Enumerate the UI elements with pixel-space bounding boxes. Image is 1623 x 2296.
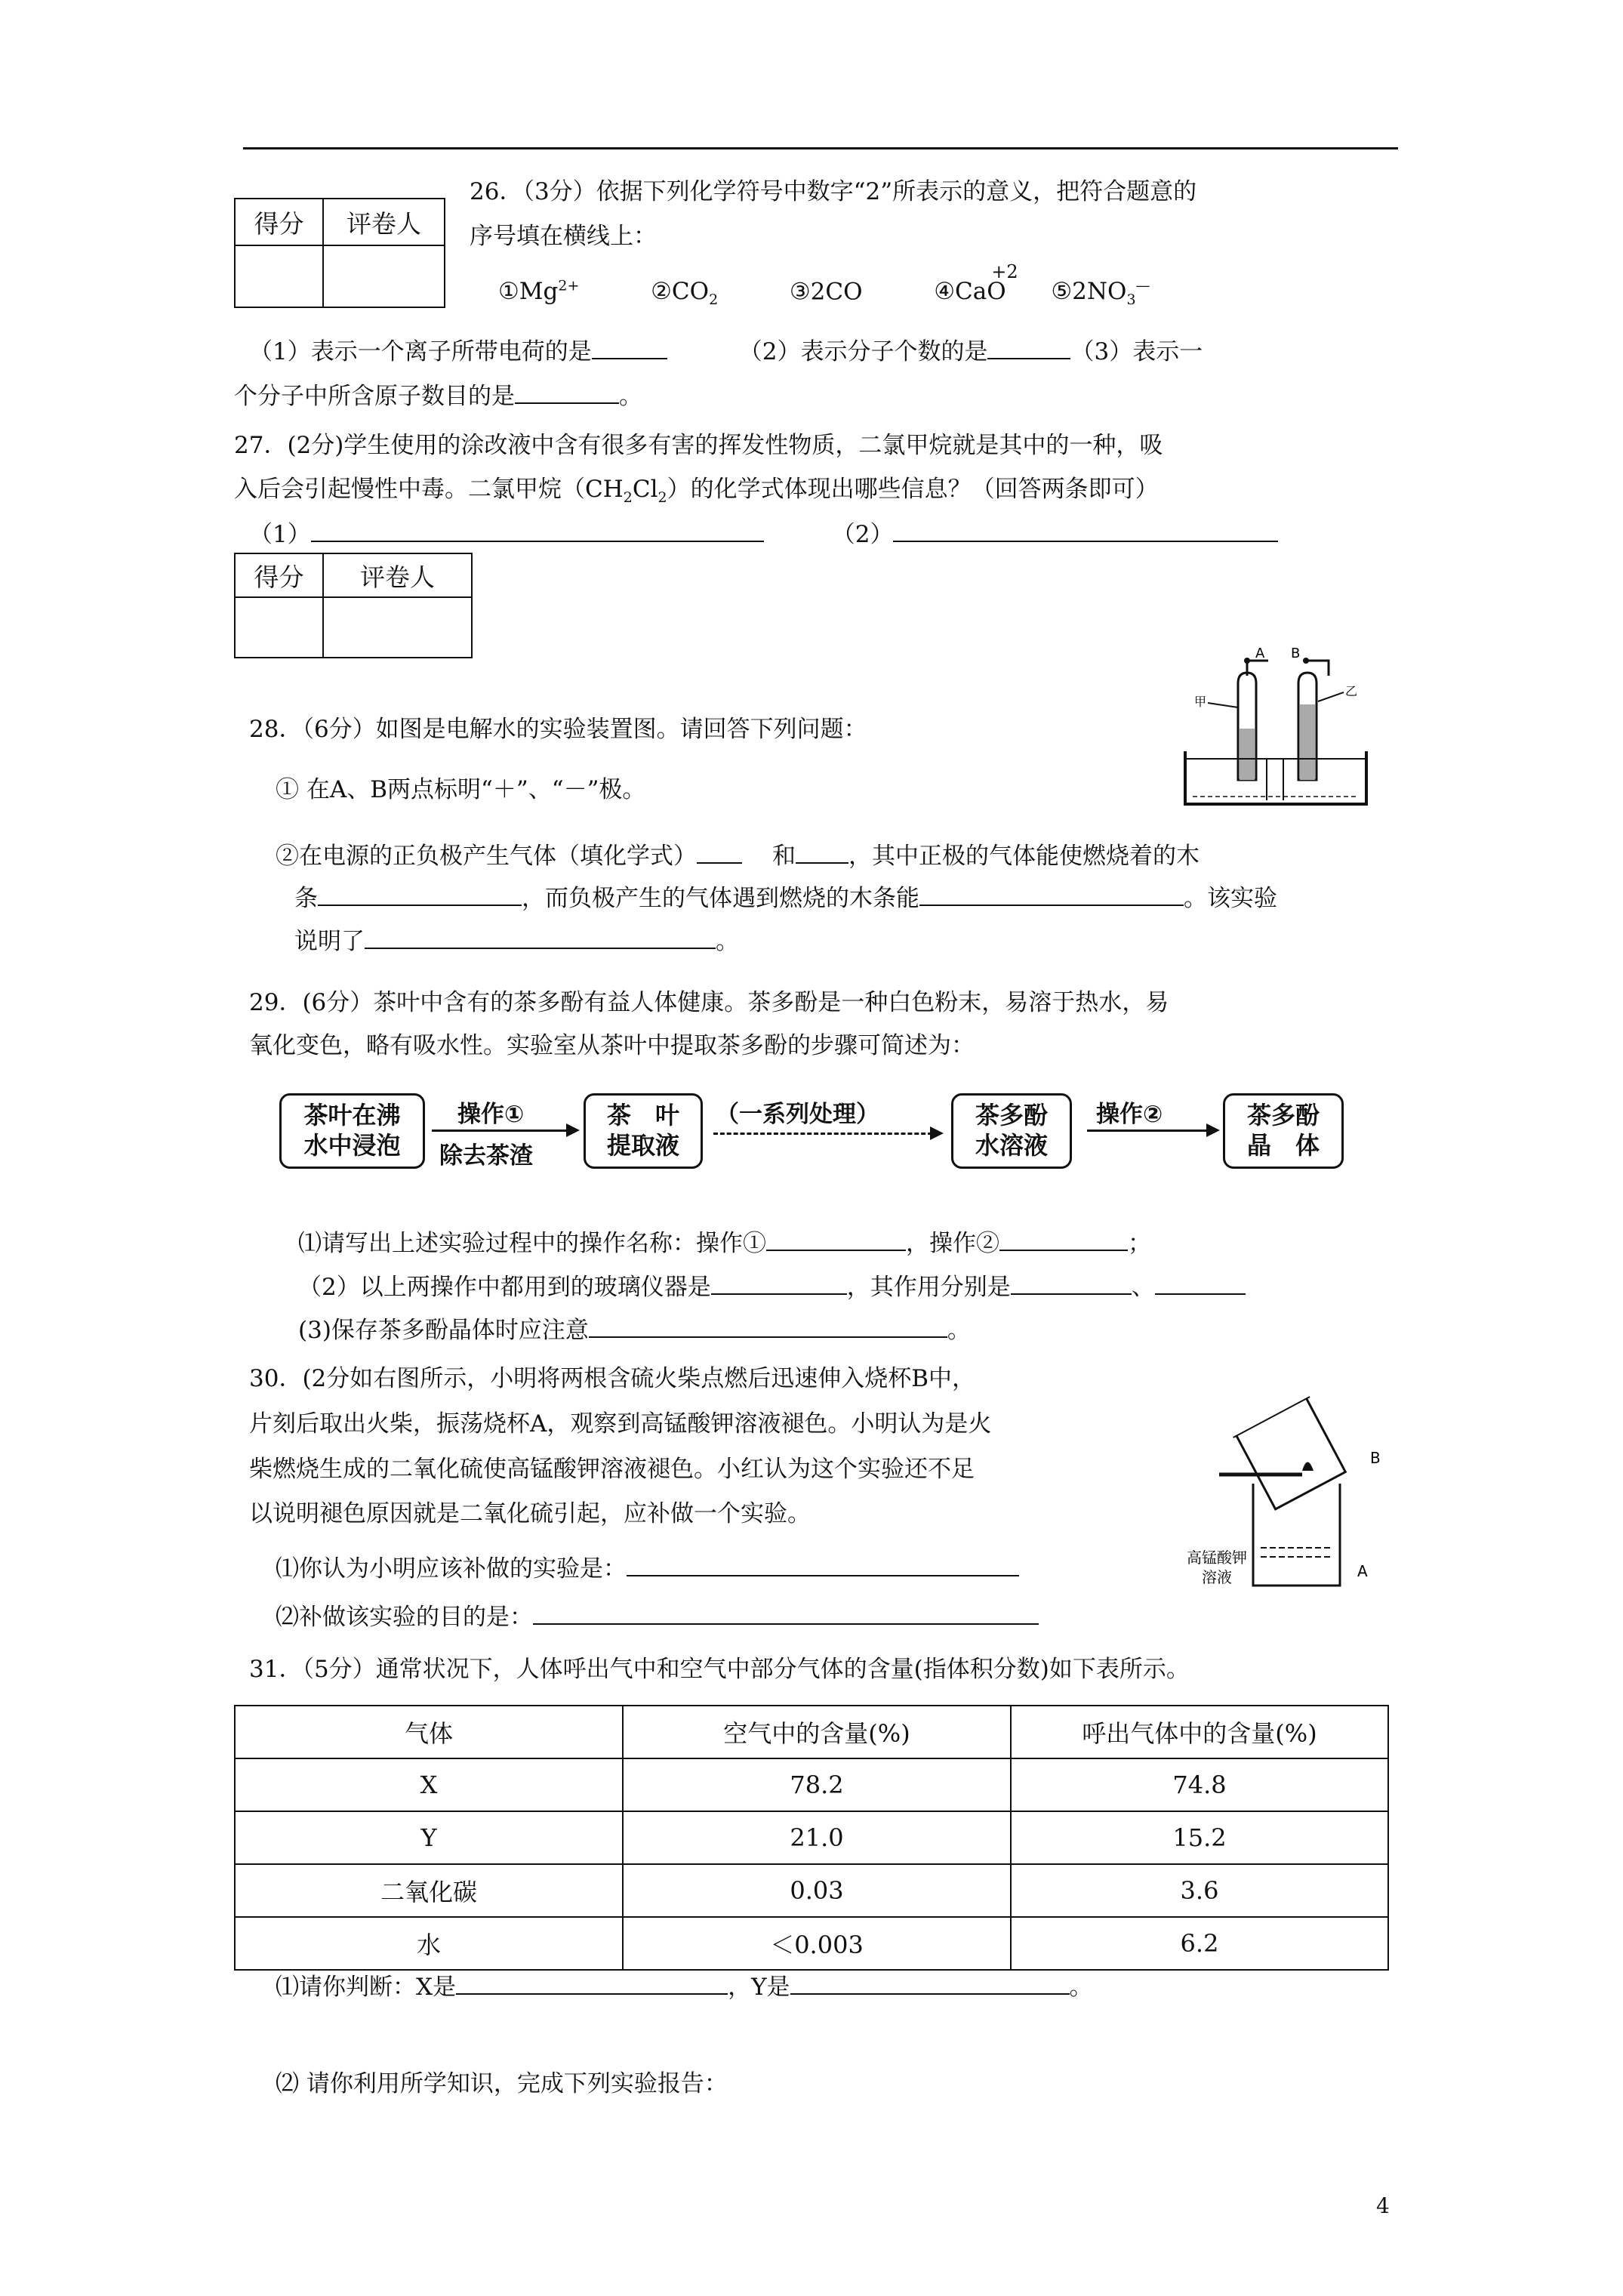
flow-arrow-1 bbox=[432, 1130, 568, 1132]
grader-cell[interactable] bbox=[323, 245, 445, 307]
q26-blank3[interactable] bbox=[515, 380, 619, 404]
score-cell[interactable] bbox=[235, 597, 323, 658]
q27-line1: 27．(2分)学生使用的涂改液中含有很多有害的挥发性物质，二氯甲烷就是其中的一种，吸 bbox=[234, 432, 1163, 459]
score-cell[interactable] bbox=[235, 245, 323, 307]
fig-label-a: A bbox=[1357, 1562, 1368, 1580]
table-cell: 78.2 bbox=[623, 1758, 1011, 1811]
symbol-2: $②CO_2$ bbox=[651, 278, 719, 309]
symbol-4: ④CaO +2 bbox=[934, 261, 1018, 306]
table-cell: Y bbox=[235, 1811, 623, 1864]
q29-blank-glass[interactable] bbox=[711, 1271, 847, 1295]
flow-op2-label: 操作② bbox=[1096, 1101, 1163, 1128]
q29-blank-op2[interactable] bbox=[999, 1227, 1128, 1251]
electrolysis-apparatus-figure bbox=[1178, 646, 1374, 819]
q30-line2: 片刻后取出火柴，振荡烧杯A，观察到高锰酸钾溶液褪色。小明认为是火 bbox=[249, 1410, 992, 1438]
symbol-1: $①Mg^{2+}$ bbox=[498, 278, 580, 306]
q31-answer1: ⑴请你判断：X是 ，Y是 。 bbox=[276, 1971, 1093, 2002]
table-cell: X bbox=[235, 1758, 623, 1811]
symbol-3: ③2CO bbox=[789, 278, 863, 306]
fig-label-a: A bbox=[1255, 646, 1265, 661]
arrowhead-icon bbox=[1206, 1123, 1220, 1137]
q27-answers: （1） （2） bbox=[249, 518, 1278, 549]
q26-symbols bbox=[498, 261, 1150, 309]
page-number: 4 bbox=[1376, 2193, 1390, 2218]
table-header: 呼出气体中的含量(%) bbox=[1011, 1706, 1388, 1758]
table-cell: 水 bbox=[235, 1917, 623, 1970]
q26-answer-line2: 个分子中所含原子数目的是 。 bbox=[234, 380, 642, 411]
table-cell: 3.6 bbox=[1011, 1864, 1388, 1917]
score-label: 得分 bbox=[235, 199, 323, 245]
fig-label-kmno4: 高锰酸钾 bbox=[1187, 1549, 1247, 1567]
table-cell: 15.2 bbox=[1011, 1811, 1388, 1864]
flow-op1-label: 操作① bbox=[457, 1101, 525, 1128]
q29-answer3: (3)保存茶多酚晶体时应注意 。 bbox=[298, 1314, 971, 1345]
flow-box-solution: 茶多酚 水溶液 bbox=[951, 1093, 1072, 1169]
table-header-row bbox=[235, 1706, 1388, 1758]
q30-line6: ⑵补做该实验的目的是： bbox=[276, 1601, 1039, 1632]
q28-blank4[interactable] bbox=[919, 882, 1184, 906]
q30-line4: 以说明褪色原因就是二氧化硫引起，应补做一个实验。 bbox=[249, 1500, 811, 1527]
arrowhead-icon bbox=[930, 1126, 944, 1140]
symbol-5: $⑤2NO_3^—$ bbox=[1051, 278, 1150, 309]
score-label: 得分 bbox=[235, 553, 323, 597]
q28-line1: 28．（6分）如图是电解水的实验装置图。请回答下列问题： bbox=[249, 716, 867, 743]
table-header: 气体 bbox=[235, 1706, 623, 1758]
fig-label-b: B bbox=[1370, 1449, 1381, 1467]
q27-line2: 入后会引起慢性中毒。二氯甲烷$(CH_2Cl_2)$的化学式体现出哪些信息？（回答两条即可） bbox=[234, 476, 1159, 507]
fig-label-yi: 乙 bbox=[1345, 684, 1358, 698]
gas-content-table bbox=[234, 1705, 1389, 1971]
q31-blank-y[interactable] bbox=[790, 1971, 1070, 1995]
table-row bbox=[235, 1917, 1388, 1970]
table-row bbox=[235, 1864, 1388, 1917]
q27-blank1[interactable] bbox=[311, 518, 764, 542]
q26-answer-line1: （1）表示一个离子所带电荷的是 （2）表示分子个数的是 （3）表示一 bbox=[249, 335, 1203, 366]
table-cell: 74.8 bbox=[1011, 1758, 1388, 1811]
q30-blank1[interactable] bbox=[627, 1552, 1019, 1576]
score-table-2 bbox=[234, 553, 473, 658]
q29-answer1: ⑴请写出上述实验过程中的操作名称：操作① ，操作② ； bbox=[298, 1227, 1151, 1258]
q30-blank2[interactable] bbox=[533, 1601, 1039, 1625]
q31-blank-x[interactable] bbox=[456, 1971, 728, 1995]
q29-line2: 氧化变色，略有吸水性。实验室从茶叶中提取茶多酚的步骤可简述为： bbox=[249, 1032, 975, 1059]
q28-blank3[interactable] bbox=[318, 882, 522, 906]
q28-blank2[interactable] bbox=[796, 840, 848, 864]
q29-blank-op1[interactable] bbox=[766, 1227, 906, 1251]
fig-label-jia: 甲 bbox=[1194, 695, 1207, 709]
q30-line3: 柴燃烧生成的二氧化硫使高锰酸钾溶液褪色。小红认为这个实验还不足 bbox=[249, 1456, 975, 1483]
table-cell: 21.0 bbox=[623, 1811, 1011, 1864]
grader-cell[interactable] bbox=[323, 597, 472, 658]
q28-blank1[interactable] bbox=[697, 840, 742, 864]
arrowhead-icon bbox=[566, 1123, 580, 1137]
q31-answer2: ⑵ 请你利用所学知识，完成下列实验报告： bbox=[276, 2070, 728, 2097]
table-cell: ＜0.003 bbox=[623, 1917, 1011, 1970]
valence-mark: +2 bbox=[991, 261, 1018, 283]
q26-line2: 序号填在横线上： bbox=[470, 223, 657, 250]
beaker-figure bbox=[1178, 1382, 1397, 1601]
q28-blank5[interactable] bbox=[365, 925, 716, 949]
table-cell: 二氧化碳 bbox=[235, 1864, 623, 1917]
flow-op1-sub: 除去茶渣 bbox=[439, 1142, 533, 1170]
flow-box-extract: 茶 叶 提取液 bbox=[584, 1093, 703, 1169]
table-cell: 6.2 bbox=[1011, 1917, 1388, 1970]
q28-line4: 条 ，而负极产生的气体遇到燃烧的木条能 。该实验 bbox=[294, 882, 1277, 913]
fig-label-solution: 溶液 bbox=[1202, 1568, 1232, 1586]
table-row bbox=[235, 1811, 1388, 1864]
q31-line1: 31．（5分）通常状况下，人体呼出气中和空气中部分气体的含量(指体积分数)如下表所示。 bbox=[249, 1656, 1190, 1683]
q29-blank-storage[interactable] bbox=[589, 1314, 947, 1338]
flow-box-tea-soak: 茶叶在沸 水中浸泡 bbox=[279, 1093, 425, 1169]
q28-line2: ① 在A、B两点标明“＋”、“－”极。 bbox=[276, 776, 646, 803]
flow-box-crystal: 茶多酚 晶 体 bbox=[1223, 1093, 1344, 1169]
q26-blank1[interactable] bbox=[592, 335, 667, 359]
q30-line5: ⑴你认为小明应该补做的实验是： bbox=[276, 1552, 1019, 1583]
q28-line3: ②在电源的正负极产生气体（填化学式） 和 ，其中正极的气体能使燃烧着的木 bbox=[276, 840, 1200, 871]
flow-series-label: （一系列处理） bbox=[716, 1101, 879, 1128]
grader-label: 评卷人 bbox=[323, 553, 472, 597]
q29-blank-use2[interactable] bbox=[1155, 1271, 1246, 1295]
grader-label: 评卷人 bbox=[323, 199, 445, 245]
table-header: 空气中的含量(%) bbox=[623, 1706, 1011, 1758]
table-row bbox=[235, 1758, 1388, 1811]
q28-line5: 说明了 。 bbox=[294, 925, 739, 956]
q29-line1: 29．(6分）茶叶中含有的茶多酚有益人体健康。茶多酚是一种白色粉末，易溶于热水，易 bbox=[249, 989, 1169, 1016]
q29-answer2: （2）以上两操作中都用到的玻璃仪器是 ，其作用分别是 、 bbox=[298, 1271, 1246, 1302]
fig-label-b: B bbox=[1291, 646, 1301, 661]
score-table-1 bbox=[234, 198, 445, 308]
q26-line1: 26．（3分）依据下列化学符号中数字“2”所表示的意义，把符合题意的 bbox=[470, 178, 1197, 205]
table-cell: 0.03 bbox=[623, 1864, 1011, 1917]
q30-line1: 30．(2分如右图所示，小明将两根含硫火柴点燃后迅速伸入烧杯B中， bbox=[249, 1365, 976, 1392]
q29-blank-use1[interactable] bbox=[1011, 1271, 1132, 1295]
q26-blank2[interactable] bbox=[987, 335, 1070, 359]
header-rule bbox=[243, 147, 1398, 149]
flow-arrow-3 bbox=[1087, 1130, 1208, 1132]
q27-blank2[interactable] bbox=[893, 518, 1278, 542]
flow-arrow-2 bbox=[713, 1133, 932, 1135]
